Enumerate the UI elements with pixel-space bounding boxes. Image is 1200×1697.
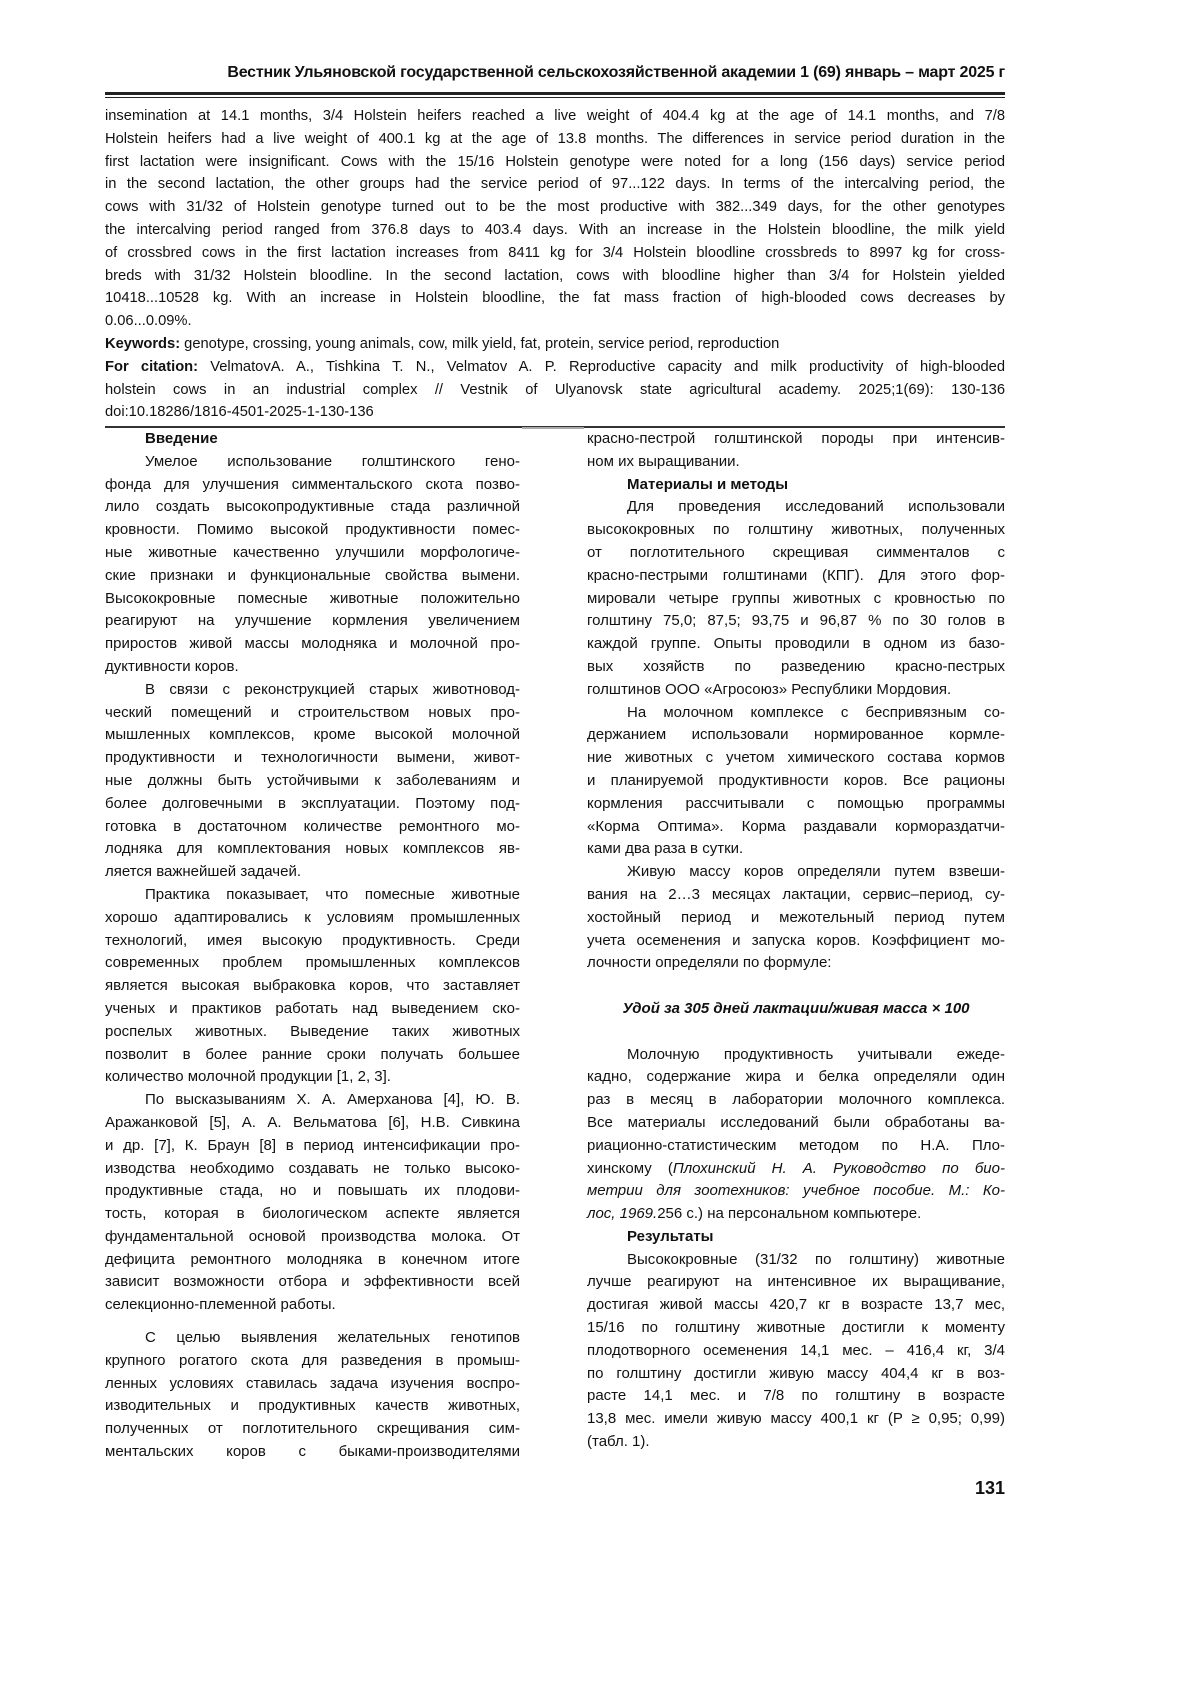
text-line: каждой группе. Опыты проводили в одном из базо- [587,633,1005,656]
text-line: Практика показывает, что помесные животные [105,884,520,907]
text-line: ческий помещений и строительством новых про- [105,702,520,725]
text-line: является высокая выбраковка коров, что заставляет [105,975,520,998]
text-line: 15/16 по голштину животные достигли к моменту [587,1317,1005,1340]
divider-mark [522,427,584,429]
citation-line [105,356,1005,379]
text-line: дефицита ремонтного молодняка в конечном итоге [105,1249,520,1272]
abstract-line: first lactation were insignificant. Cows with the 15/16 Holstein genotype were noted for a long (156 days) service period [105,151,1005,174]
abstract-line: 10418...10528 kg. With an increase in Holstein bloodline, the fat mass fraction of high-blooded cows decreases by [105,287,1005,310]
text-line: ученых и практиков работать над выведением ско- [105,998,520,1021]
section-heading: Результаты [587,1226,1005,1249]
text-line: хостойный период и межотельный период путем [587,907,1005,930]
text-line: лодняка для комплектования новых комплексов яв- [105,838,520,861]
left-column [105,428,520,1464]
text-line: С целью выявления желательных генотипов [105,1327,520,1350]
text-line: ные животные качественно улучшили морфологиче- [105,542,520,565]
text-line: и др. [7], К. Браун [8] в период интенсификации про- [105,1135,520,1158]
text-line: достигая живой массы 420,7 кг в возрасте 13,7 мес, [587,1294,1005,1317]
text-line: риационно-статистическим методом по Н.А. Пло- [587,1135,1005,1158]
text-line: реагируют на улучшение кормления увеличением [105,610,520,633]
text-line: Высококровные (31/32 по голштину) животные [587,1249,1005,1272]
text-line: кормления рассчитывали с помощью программы [587,793,1005,816]
text-line: красно-пестрой голштинской породы при интенсив- [587,428,1005,451]
text-line: расте 14,1 мес. и 7/8 по голштину в возрасте [587,1385,1005,1408]
section-heading: Введение [105,428,520,451]
text-line: раз в месяц в лаборатории молочного комплекса. [587,1089,1005,1112]
text-line: кровности. Помимо высокой продуктивности помес- [105,519,520,542]
keywords-text: genotype, crossing, young animals, cow, milk yield, fat, protein, service period, reproduction [180,336,779,352]
text-line: лочности определяли по формуле: [587,952,1005,975]
text-line: Высококровные помесные животные положительно [105,588,520,611]
keywords-label: Keywords: [105,336,180,352]
text-line: плодотворного осеменения 14,1 мес. – 416,4 кг, 3/4 [587,1340,1005,1363]
text-line: Для проведения исследований использовали [587,496,1005,519]
text-line: дуктивности коров. [105,656,520,679]
text-line: тость, которая в биологическом аспекте является [105,1203,520,1226]
text-line: лучше реагируют на интенсивное их выращивание, [587,1271,1005,1294]
keywords [105,333,1005,356]
text-line: вания на 2…3 месяцах лактации, сервис–период, су- [587,884,1005,907]
text-line: мировали четыре группы животных с кровностью по [587,588,1005,611]
text-line: (табл. 1). [587,1431,1005,1454]
text-line: по голштину достигли живую массу 404,4 кг в воз- [587,1363,1005,1386]
text-line: приростов живой массы молодняка и молочной про- [105,633,520,656]
text-line: ние животных с учетом химического состава кормов [587,747,1005,770]
text-line: учета осеменения и запуска коров. Коэффициент мо- [587,930,1005,953]
reference-italic: метрии для зоотехников: учебное пособие. М.: Ко- [587,1182,1005,1199]
text-line: количество молочной продукции [1, 2, 3]. [105,1066,520,1089]
text-line: зависит возможности отбора и эффективности всей [105,1271,520,1294]
text-line: позволит в более ранние сроки получать большее [105,1044,520,1067]
abstract-line: the intercalving period ranged from 376.8 days to 403.4 days. With an increase in the Holstein bloodline, the milk yield [105,219,1005,242]
text-line: кадно, содержание жира и белка определяли один [587,1066,1005,1089]
text-line: мышленных комплексов, кроме высокой молочной [105,724,520,747]
text-line: изводительных и продуктивных качеств животных, [105,1395,520,1418]
text-line: готовка в достаточном количестве ремонтного мо- [105,816,520,839]
abstract-line: insemination at 14.1 months, 3/4 Holstein heifers reached a live weight of 404.4 kg at the age of 14.1 months, and 7/8 [105,105,1005,128]
english-abstract [105,105,1005,424]
text-line: голштину 75,0; 87,5; 93,75 и 96,87 % по 30 голов в [587,610,1005,633]
text-line [587,1158,1005,1181]
text-line: роспелых животных. Выведение таких животных [105,1021,520,1044]
text-line: Все материалы исследований были обработаны ва- [587,1112,1005,1135]
text-line: ские признаки и функциональные свойства вымени. [105,565,520,588]
text-line: изводства необходимо создавать не только высоко- [105,1158,520,1181]
text-line: ментальских коров с быками-производителями [105,1441,520,1464]
text-line [587,1180,1005,1203]
text-line: 13,8 мес. имели живую массу 400,1 кг (P ≥ 0,95; 0,99) [587,1408,1005,1431]
journal-header: Вестник Ульяновской государственной сельскохозяйственной академии 1 (69) январь – март 2025 г [105,64,1005,82]
text-line: По высказываниям Х. А. Амерханова [4], Ю. В. [105,1089,520,1112]
text-line: На молочном комплексе с беспривязным со- [587,702,1005,725]
blank-line [587,1021,1005,1044]
text-line: продуктивные стада, но и повышать их плодови- [105,1180,520,1203]
citation-line: holstein cows in an industrial complex // Vestnik of Ulyanovsk state agricultural academy. 2025;1(69): 130-136 [105,379,1005,402]
text-span: хинскому ( [587,1160,673,1177]
header-rule [105,92,1005,95]
text-line: красно-пестрыми голштинами (КПГ). Для этого фор- [587,565,1005,588]
text-line: высококровных по голштину животных, полученных [587,519,1005,542]
text-line: ленных условиях ставилась задача изучения воспро- [105,1373,520,1396]
text-line: вых хозяйств по разведению красно-пестрых [587,656,1005,679]
reference-italic: лос, 1969. [587,1205,657,1222]
citation-doi: doi:10.18286/1816-4501-2025-1-130-136 [105,401,1005,424]
abstract-line: breds with 31/32 Holstein bloodline. In the second lactation, cows with bloodline higher than 3/4 for Holstein yielded [105,265,1005,288]
abstract-line: Holstein heifers had a live weight of 400.1 kg at the age of 13.8 months. The differences in service period duration in the [105,128,1005,151]
text-line: фонда для улучшения симментальского скота позво- [105,474,520,497]
abstract-line: of crossbred cows in the first lactation increases from 8411 kg for 3/4 Holstein bloodline crossbreds to 8997 kg for cross- [105,242,1005,265]
section-heading: Материалы и методы [587,474,1005,497]
text-line: современных проблем промышленных комплексов [105,952,520,975]
abstract-line: 0.06...0.09%. [105,310,1005,333]
text-line: полученных от поглотительного скрещивания сим- [105,1418,520,1441]
citation-label: For citation: [105,359,198,375]
text-line: ном их выращивании. [587,451,1005,474]
text-line: «Корма Оптима». Корма раздавали кормораздатчи- [587,816,1005,839]
citation-text: VelmatovA. A., Tishkina T. N., Velmatov A. P. Reproductive capacity and milk productivity of high-blooded [198,359,1005,375]
text-line: продуктивности и технологичности вымени, живот- [105,747,520,770]
text-line: ные должны быть устойчивыми к заболеваниям и [105,770,520,793]
text-line: Живую массу коров определяли путем взвеши- [587,861,1005,884]
text-line: технологий, имея высокую продуктивность. Среди [105,930,520,953]
text-line: хорошо адаптировались к условиям промышленных [105,907,520,930]
paragraph-gap [105,1317,520,1327]
text-line: Умелое использование голштинского гено- [105,451,520,474]
text-line: Молочную продуктивность учитывали ежеде- [587,1044,1005,1067]
text-line: от поглотительного скрещивая симменталов с [587,542,1005,565]
reference-italic: Плохинский Н. А. Руководство по био- [673,1160,1005,1177]
text-line: и планируемой продуктивности коров. Все рационы [587,770,1005,793]
text-line: ляется важнейшей задачей. [105,861,520,884]
text-line: фундаментальной основой производства молока. От [105,1226,520,1249]
text-line: В связи с реконструкцией старых животновод- [105,679,520,702]
text-line: лило создать высокопродуктивные стада различной [105,496,520,519]
blank-line [587,975,1005,998]
abstract-line: in the second lactation, the other groups had the service period of 97...122 days. In terms of the intercalving period, the [105,173,1005,196]
header-rule-thin [105,97,1005,98]
text-line: крупного рогатого скота для разведения в промыш- [105,1350,520,1373]
text-line: держанием использовали нормированное кормле- [587,724,1005,747]
abstract-line: cows with 31/32 of Holstein genotype turned out to be the most productive with 382...349 days, for the other genotypes [105,196,1005,219]
text-line: Аражанковой [5], А. А. Вельматова [6], Н.В. Сивкина [105,1112,520,1135]
text-line: голштинов ООО «Агросоюз» Республики Мордовия. [587,679,1005,702]
text-line: селекционно-племенной работы. [105,1294,520,1317]
text-line: ками два раза в сутки. [587,838,1005,861]
text-span: 256 с.) на персональном компьютере. [657,1205,921,1222]
formula: Удой за 305 дней лактации/живая масса × 100 [587,998,1005,1021]
right-column [587,428,1005,1454]
page-number: 131 [965,1478,1005,1499]
text-line: более долговечными в эксплуатации. Поэтому под- [105,793,520,816]
text-line [587,1203,1005,1226]
abstract-text [105,105,1005,333]
